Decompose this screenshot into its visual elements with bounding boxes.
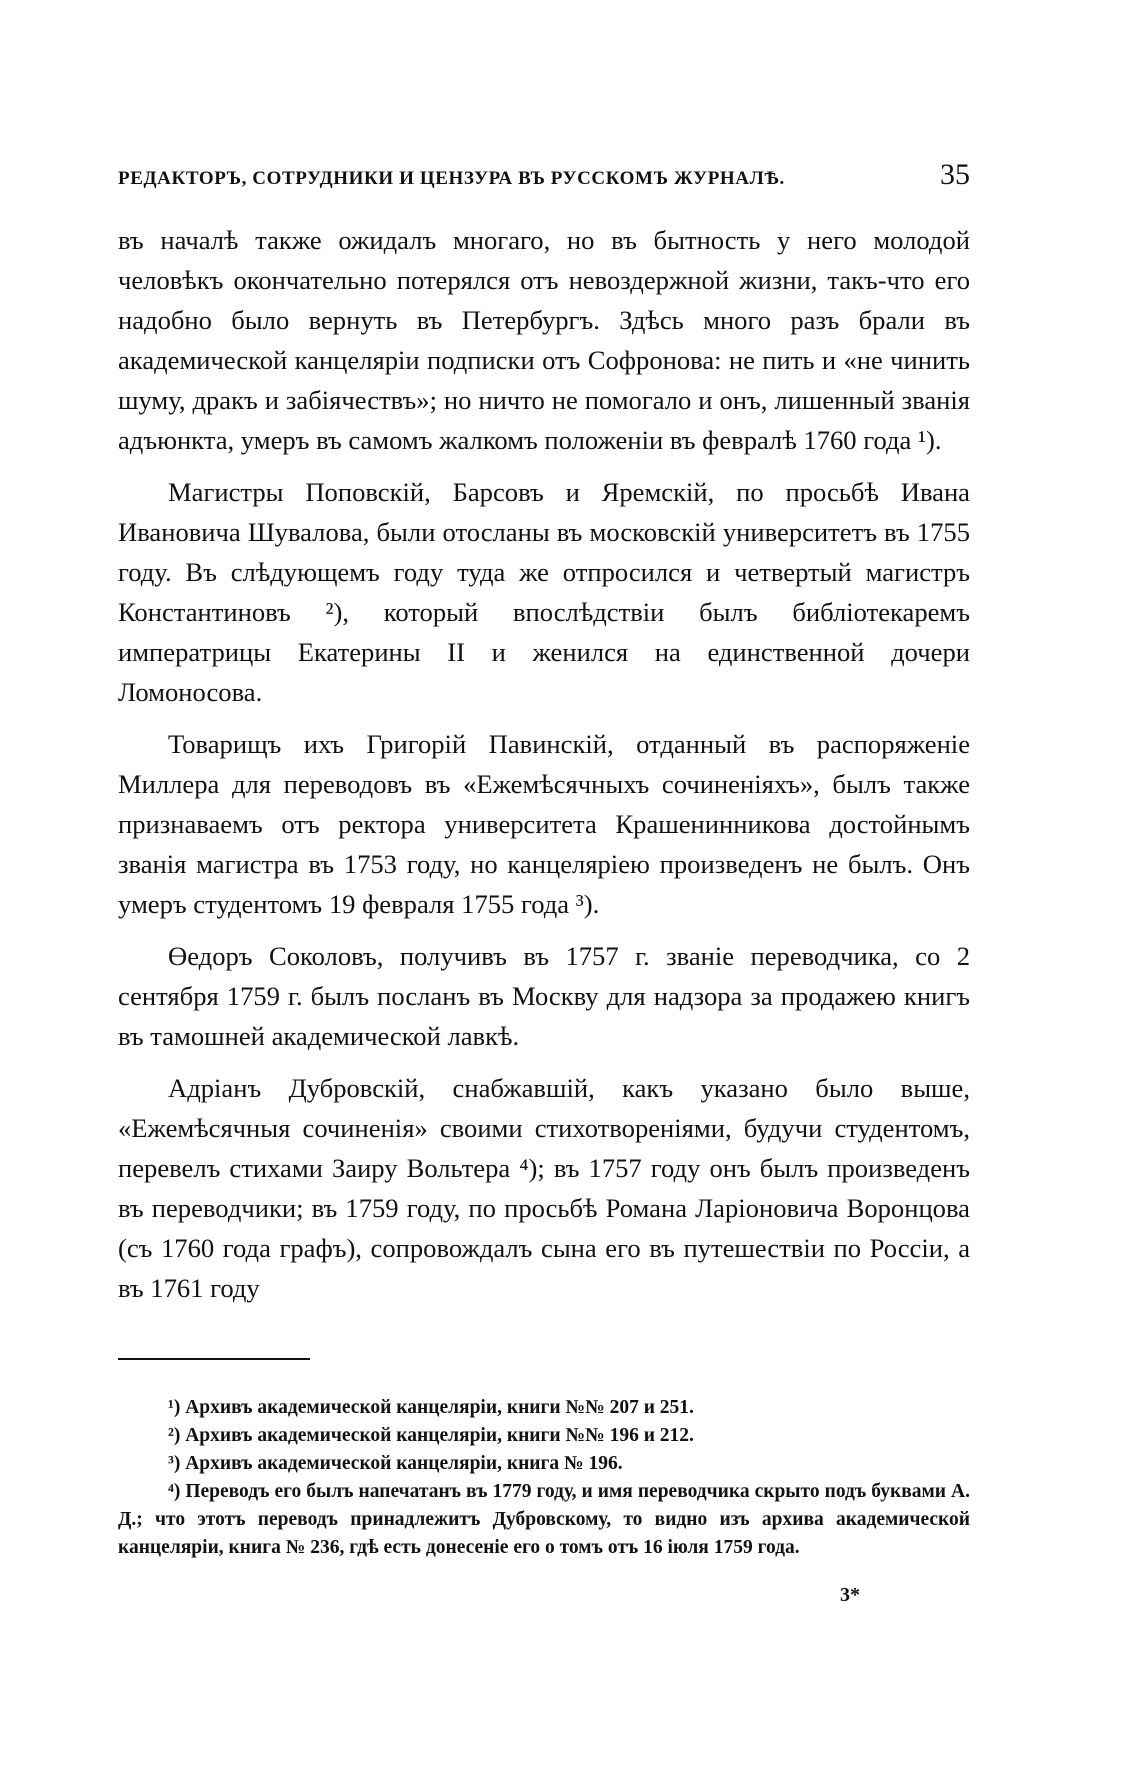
- running-head: [118, 158, 970, 192]
- paragraph-3: Товарищъ ихъ Григорій Павинскій, отданный въ распоряженіе Миллера для переводовъ въ «Ежемѣсячныхъ сочиненіяхъ», былъ также признаваемъ отъ ректора университета Крашенинникова достойнымъ званія магистра въ 1753 году, но канцеляріею произведенъ не былъ. Онъ умеръ студентомъ 19 февраля 1755 года ³).: [118, 729, 970, 919]
- footnotes: [118, 1394, 970, 1562]
- signature-mark: 3*: [840, 1584, 860, 1606]
- body-text: [118, 220, 970, 1308]
- page-number: 35: [940, 158, 970, 191]
- footnote-2: ²) Архивъ академической канцеляріи, книги №№ 196 и 212.: [168, 1425, 694, 1446]
- footnote-4: ⁴) Переводъ его былъ напечатанъ въ 1779 году, и имя переводчика скрыто подъ буквами А. Д.; что этотъ переводъ принадлежитъ Дубровскому, то видно изъ архива академической канцеляріи, книга № 236, гдѣ есть донесеніе его о томъ отъ 16 іюля 1759 года.: [118, 1481, 970, 1558]
- paragraph-1: въ началѣ также ожидалъ многаго, но въ бытность у него молодой человѣкъ окончательно потерялся отъ невоздержной жизни, такъ-что его надобно было вернуть въ Петербургъ. Здѣсь много разъ брали въ академической канцеляріи подписки отъ Софронова: не пить и «не чинить шуму, дракъ и забіячествъ»; но ничто не помогало и онъ, лишенный званія адъюнкта, умеръ въ самомъ жалкомъ положеніи въ февралѣ 1760 года ¹).: [118, 225, 970, 455]
- footnote-1: ¹) Архивъ академической канцеляріи, книги №№ 207 и 251.: [168, 1397, 694, 1418]
- paragraph-5: Адріанъ Дубровскій, снабжавшій, какъ указано было выше, «Ежемѣсячныя сочиненія» своими стихотвореніями, будучи студентомъ, перевелъ стихами Заиру Вольтера ⁴); въ 1757 году онъ былъ произведенъ въ переводчики; въ 1759 году, по просьбѣ Романа Ларіоновича Воронцова (съ 1760 года графъ), сопровождалъ сына его въ путешествіи по Россіи, а въ 1761 году: [118, 1073, 970, 1303]
- footnote-3: ³) Архивъ академической канцеляріи, книга № 196.: [168, 1453, 623, 1474]
- book-page: [118, 158, 970, 1607]
- footnote-separator: [118, 1358, 310, 1360]
- running-title: РЕДАКТОРЪ, СОТРУДНИКИ И ЦЕНЗУРА ВЪ РУССКОМЪ ЖУРНАЛѢ.: [118, 168, 785, 189]
- paragraph-4: Өедоръ Соколовъ, получивъ въ 1757 г. званіе переводчика, со 2 сентября 1759 г. былъ посланъ въ Москву для надзора за продажею книгъ въ тамошней академической лавкѣ.: [118, 941, 970, 1051]
- paragraph-2: Магистры Поповскій, Барсовъ и Яремскій, по просьбѣ Ивана Ивановича Шувалова, были отосланы въ московскій университетъ въ 1755 году. Въ слѣдующемъ году туда же отпросился и четвертый магистръ Константиновъ ²), который впослѣдствіи былъ библіотекаремъ императрицы Екатерины II и женился на единственной дочери Ломоносова.: [118, 477, 970, 707]
